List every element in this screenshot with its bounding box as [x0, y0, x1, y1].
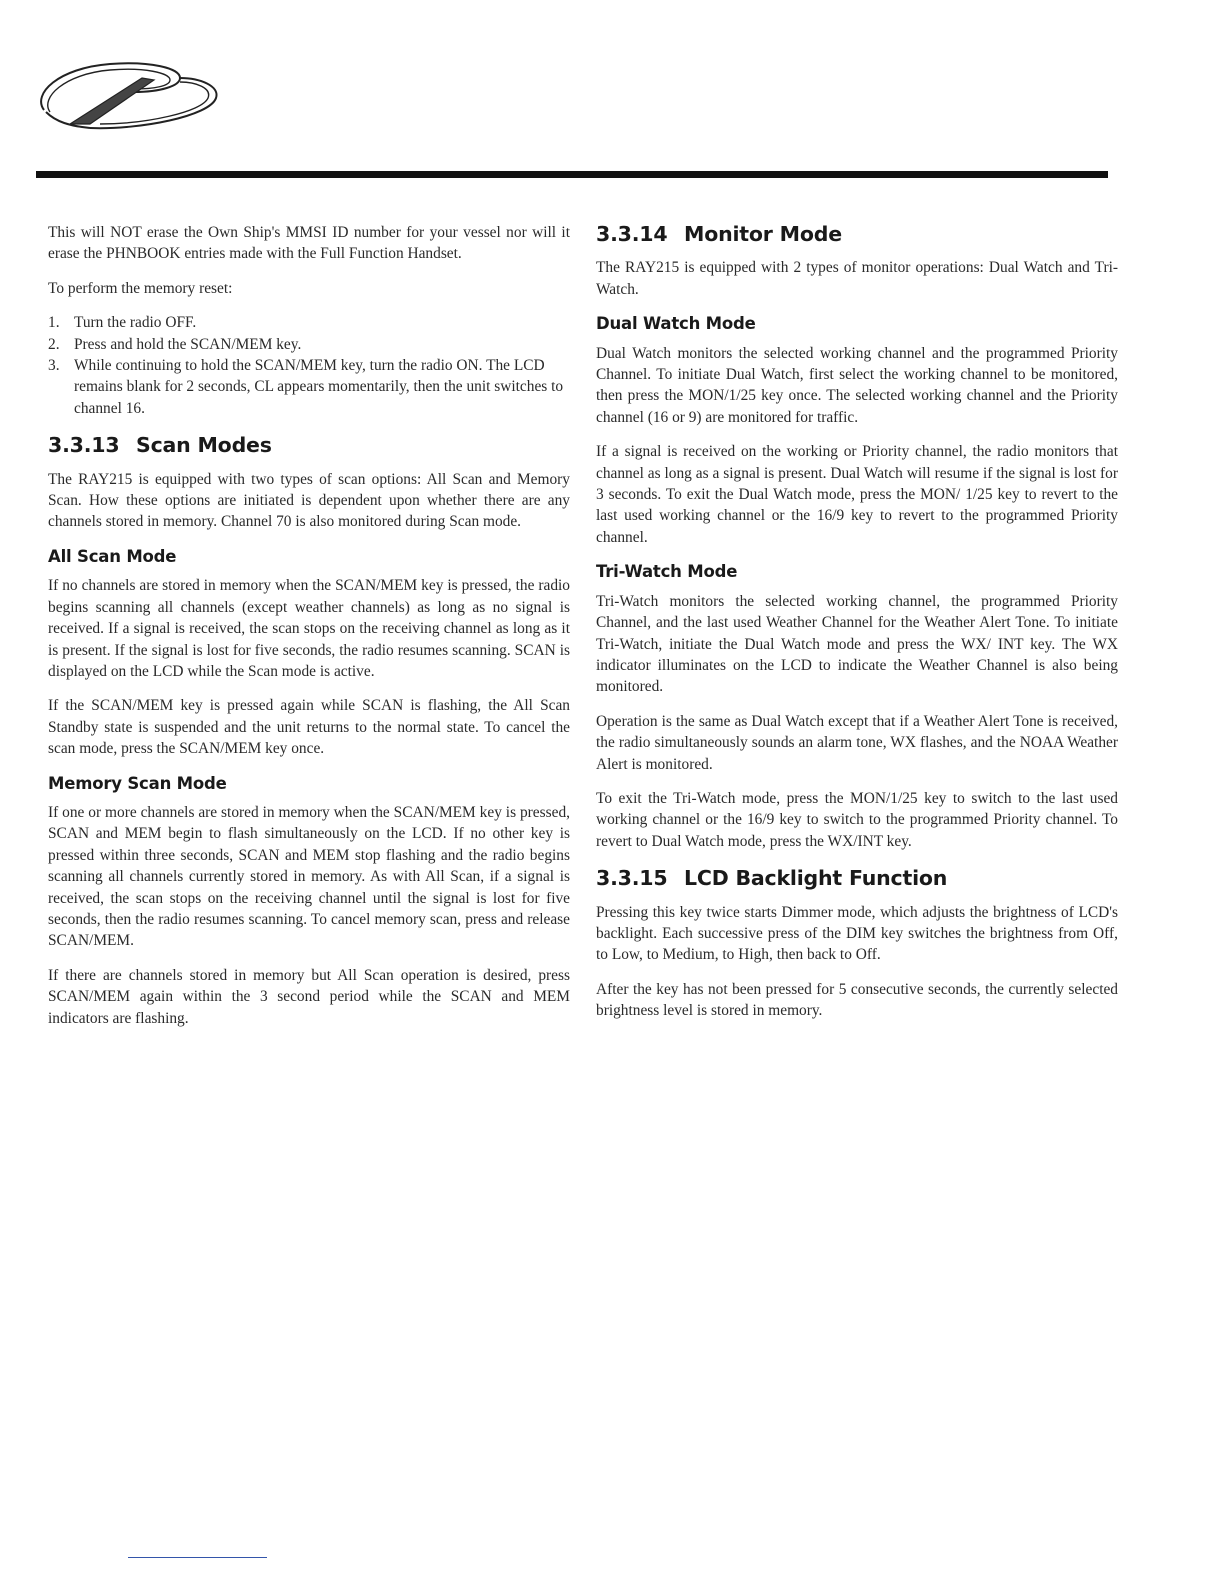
step-number: 2. [48, 335, 60, 353]
list-item [48, 334, 570, 355]
subheading-dual-watch: Dual Watch Mode [596, 314, 756, 334]
subheading-all-scan: All Scan Mode [48, 546, 177, 566]
paragraph: The RAY215 is equipped with two types of scan options: All Scan and Memory Scan. How these options are initiated is dependent upon whether there are any channels stored in memory. Channel 70 is also monitored during Scan mode. [48, 470, 570, 531]
paragraph: This will NOT erase the Own Ship's MMSI ID number for your vessel nor will it erase the PHNBOOK entries made with the Full Function Handset. [48, 224, 570, 263]
paragraph: If one or more channels are stored in memory when the SCAN/MEM key is pressed, SCAN and MEM begin to flash simultaneously on the LCD. If no other key is pressed within three seconds, SCAN and MEM stop flashing and the radio begins scanning all channels currently stored in memory. As with All Scan, if a signal is received, the scan stops on the receiving channel until the signal is lost for five seconds, then the radio resumes scanning. To cancel memory scan, press and release SCAN/MEM. [48, 803, 570, 950]
list-item [48, 355, 570, 419]
paragraph: Tri-Watch monitors the selected working channel, the programmed Priority Channel, and the last used Weather Channel for the Weather Alert Tone. To initiate Tri-Watch, initiate the Dual Watch mode and press the WX/ INT key. The WX indicator illuminates on the LCD to indicate the Weather Channel is also being monitored. [596, 592, 1118, 696]
list-item [48, 312, 570, 333]
footer-rule [128, 1557, 267, 1558]
section-title: Scan Modes [136, 433, 272, 458]
section-title: Monitor Mode [684, 222, 842, 246]
paragraph: If no channels are stored in memory when the SCAN/MEM key is pressed, the radio begins scanning all channels (except weather channels) as long as no signal is received. If a signal is received, the scan stops on the receiving channel as long as it is present. If the signal is lost for five seconds, the radio resumes scanning. SCAN is displayed on the LCD while the Scan mode is active. [48, 577, 570, 680]
section-heading-lcd-backlight [596, 868, 1118, 889]
section-heading-scan-modes [48, 435, 570, 456]
subheading-memory-scan: Memory Scan Mode [48, 773, 227, 793]
section-heading-monitor-mode [596, 224, 1118, 245]
paragraph: Operation is the same as Dual Watch except that if a Weather Alert Tone is received, the radio simultaneously sounds an alarm tone, WX flashes, and the NOAA Weather Alert is monitored. [596, 712, 1118, 773]
section-number: 3.3.13 [48, 433, 120, 458]
step-number: 1. [48, 314, 60, 332]
section-title: LCD Backlight Function [684, 866, 948, 891]
paragraph: The RAY215 is equipped with 2 types of monitor operations: Dual Watch and Tri-Watch. [596, 259, 1118, 298]
subheading-tri-watch: Tri-Watch Mode [596, 562, 738, 582]
step-number: 3. [48, 357, 60, 375]
step-text: While continuing to hold the SCAN/MEM key, turn the radio ON. The LCD remains blank for 2 seconds, CL appears momentarily, then the unit switches to channel 16. [74, 357, 564, 417]
step-text: Press and hold the SCAN/MEM key. [74, 335, 302, 353]
section-number: 3.3.15 [596, 866, 668, 891]
paragraph: To perform the memory reset: [48, 279, 233, 297]
paragraph: If a signal is received on the working or Priority channel, the radio monitors that channel as long as a signal is present. Dual Watch will resume if the signal is lost for 3 seconds. To exit the Dual Watch mode, press the MON/ 1/25 key to revert to the last used working channel or the 16/9 key to revert to the programmed Priority channel. [596, 443, 1118, 546]
paragraph: If the SCAN/MEM key is pressed again while SCAN is flashing, the All Scan Standby state is suspended and the unit returns to the normal state. To cancel the scan mode, press the SCAN/MEM key once. [48, 697, 570, 758]
paragraph: Pressing this key twice starts Dimmer mode, which adjusts the brightness of LCD's backlight. Each successive press of the DIM key switches the brightness from Off, to Low, to Medium, to High, then back to Off. [596, 903, 1118, 964]
step-text: Turn the radio OFF. [74, 314, 197, 332]
brand-logo [30, 58, 218, 140]
paragraph: To exit the Tri-Watch mode, press the MON/1/25 key to switch to the last used working channel or the 16/9 key to switch to the programmed Priority channel. To revert to Dual Watch mode, press the WX/INT key. [596, 789, 1118, 850]
paragraph: Dual Watch monitors the selected working channel and the programmed Priority Channel. To initiate Dual Watch, first select the working channel to be monitored, then press the MON/1/25 key once. The selected working channel and the Priority channel (16 or 9) are monitored for traffic. [596, 344, 1118, 426]
left-column [48, 222, 570, 1042]
section-number: 3.3.14 [596, 222, 668, 246]
header-rule [36, 171, 1108, 178]
paragraph: If there are channels stored in memory but All Scan operation is desired, press SCAN/MEM again within the 3 second period while the SCAN and MEM indicators are flashing. [48, 966, 570, 1027]
right-column [596, 222, 1118, 1035]
paragraph: After the key has not been pressed for 5 consecutive seconds, the currently selected brightness level is stored in memory. [596, 980, 1118, 1020]
reset-steps-list [48, 312, 570, 419]
